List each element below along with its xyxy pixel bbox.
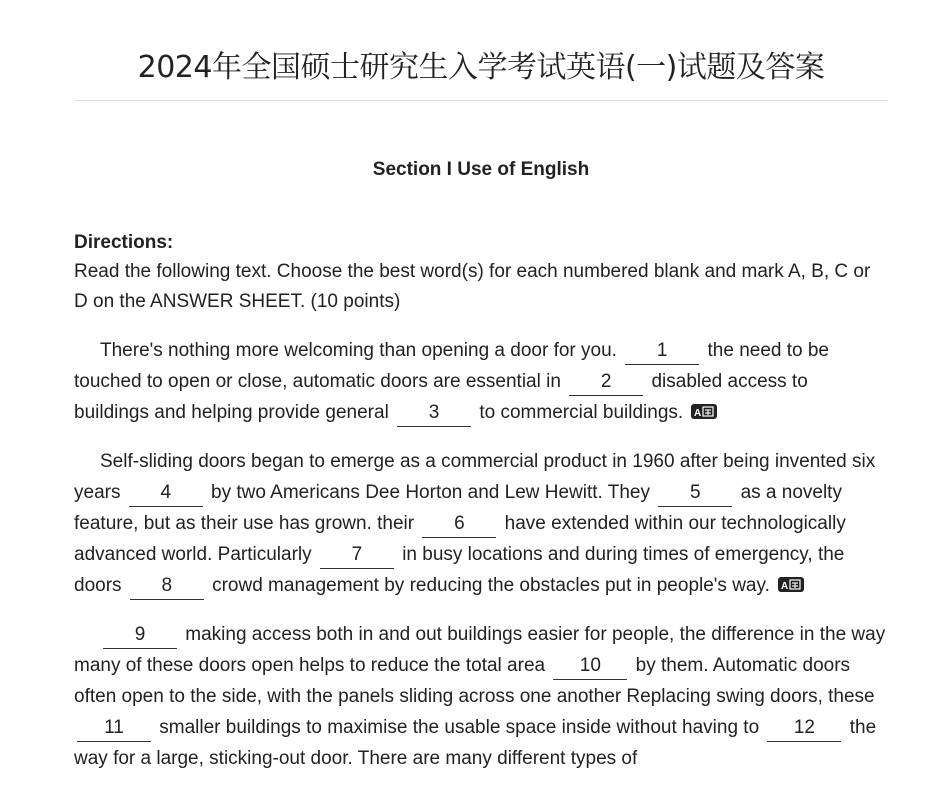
translate-icon[interactable] [691, 404, 717, 419]
paragraph-text: Self-sliding doors began to emerge as a commercial product in 1960 after being invented six years [74, 451, 876, 503]
blank-10[interactable]: 10 [553, 653, 627, 680]
svg-text:A: A [694, 408, 702, 419]
blank-9[interactable]: 9 [103, 622, 177, 649]
paragraph-text: making access both in and out buildings easier for people, the difference in the way many of these doors open helps to reduce the total area [74, 624, 886, 676]
page-title: 2024年全国硕士研究生入学考试英语(一)试题及答案 [137, 50, 825, 85]
blank-8[interactable]: 8 [130, 573, 204, 600]
blank-11[interactable]: 11 [77, 715, 151, 742]
blank-1[interactable]: 1 [625, 338, 699, 365]
paragraph-text: There's nothing more welcoming than opening a door for you. [100, 340, 617, 361]
directions-label: Directions: [74, 232, 174, 253]
paragraph-text: the way for a large, sticking-out door. There are many different types of [74, 717, 877, 769]
paragraph-text: in busy locations and during times of emergency, the doors [74, 544, 845, 596]
blank-4[interactable]: 4 [129, 480, 203, 507]
paragraph-text: disabled access to buildings and helping provide general [74, 371, 808, 423]
translate-icon[interactable] [778, 577, 804, 592]
paragraph-text: to commercial buildings. [479, 402, 684, 423]
paragraph-text: crowd management by reducing the obstacles put in people's way. [212, 575, 770, 596]
paragraph-text: by two Americans Dee Horton and Lew Hewitt. They [211, 482, 650, 503]
blank-2[interactable]: 2 [569, 369, 643, 396]
blank-7[interactable]: 7 [320, 542, 394, 569]
blank-3[interactable]: 3 [397, 400, 471, 427]
section-title: Section I Use of English [372, 159, 590, 180]
paragraph-text: as a novelty feature, but as their use has grown. their [74, 482, 842, 534]
blank-12[interactable]: 12 [767, 715, 841, 742]
blank-5[interactable]: 5 [658, 480, 732, 507]
paragraph-text: the need to be touched to open or close, automatic doors are essential in [74, 340, 829, 392]
article [74, 0, 888, 774]
paragraph-3 [74, 619, 888, 774]
paragraph-2 [74, 446, 888, 601]
blank-6[interactable]: 6 [422, 511, 496, 538]
paragraph-1 [74, 335, 888, 428]
svg-text:A: A [781, 581, 789, 592]
paragraph-text: smaller buildings to maximise the usable space inside without having to [159, 717, 760, 738]
directions-text: Read the following text. Choose the best word(s) for each numbered blank and mark A, B, C or D on the ANSWER SHEET. (10 points) [74, 261, 871, 312]
paragraph-text: by them. Automatic doors often open to the side, with the panels sliding across one another Replacing swing doors, these [74, 655, 875, 707]
paragraph-text: have extended within our technologically advanced world. Particularly [74, 513, 846, 565]
